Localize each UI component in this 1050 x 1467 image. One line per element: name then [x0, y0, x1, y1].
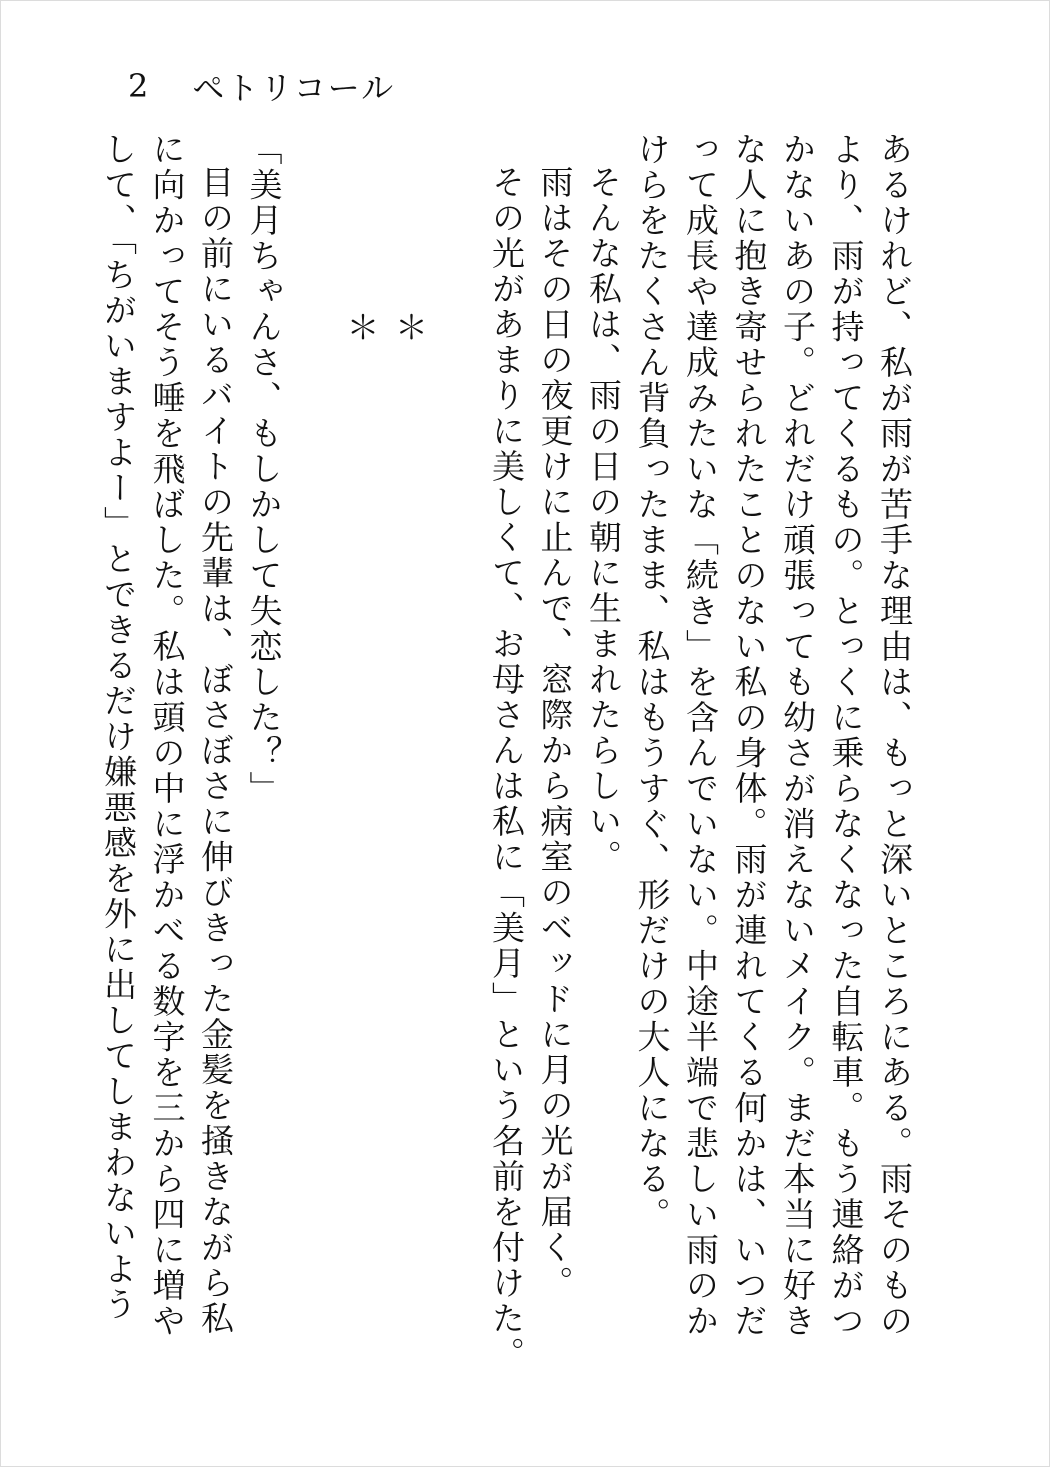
blank-line [433, 132, 482, 1357]
text-line-4: な人に抱き寄せられたことのない私の身体。雨が連れてくる何かは、いつだ [729, 132, 769, 1339]
text-line-11: 目の前にいるバイトの先輩は、ぼさぼさに伸びきった金髪を掻きながら私 [196, 165, 235, 1337]
text-line-5: って成長や達成みたいな「続き」を含んでいない。中途半端で悲しい雨のか [681, 132, 720, 1339]
page-number: 2 [128, 67, 151, 105]
scene-break [336, 132, 433, 1357]
text-line-13: して、「ちがいますよー」とできるだけ嫌悪感を外に出してしまわないよう [99, 132, 138, 1323]
text-line-2: より、雨が持ってくるもの。とっくに乗らなくなった自転車。もう連絡がつ [826, 132, 866, 1339]
text-line-10: 「美月ちゃんさ、もしかして失恋した？」 [244, 132, 284, 807]
text-line-8: 雨はその日の夜更けに止んで、窓際から病室のベッドに月の光が届く。 [535, 165, 575, 1301]
text-line-6: けらをたくさん背負ったまま、私はもうすぐ、形だけの大人になる。 [632, 132, 672, 1233]
text-line-9: その光があまりに美しくて、お母さんは私に「美月」という名前を付けた。 [487, 165, 526, 1372]
text-line-3: かないあの子。どれだけ頑張っても幼さが消えないメイク。まだ本当に好き [778, 132, 817, 1339]
text-line-7: そんな私は、雨の日の朝に生まれたらしい。 [584, 165, 623, 875]
running-head [128, 62, 395, 110]
blank-line [288, 132, 337, 1357]
text-line-12: に向かってそう唾を飛ばした。私は頭の中に浮かべる数字を三から四に増や [147, 132, 187, 1339]
scene-break-mark-1: ＊ [390, 310, 429, 344]
text-line-1: あるけれど、私が雨が苦手な理由は、もっと深いところにある。雨そのもの [875, 132, 914, 1339]
scene-break-mark-2: ＊ [341, 310, 381, 344]
chapter-title: ペトリコール [192, 69, 396, 107]
body-text [99, 132, 918, 1372]
